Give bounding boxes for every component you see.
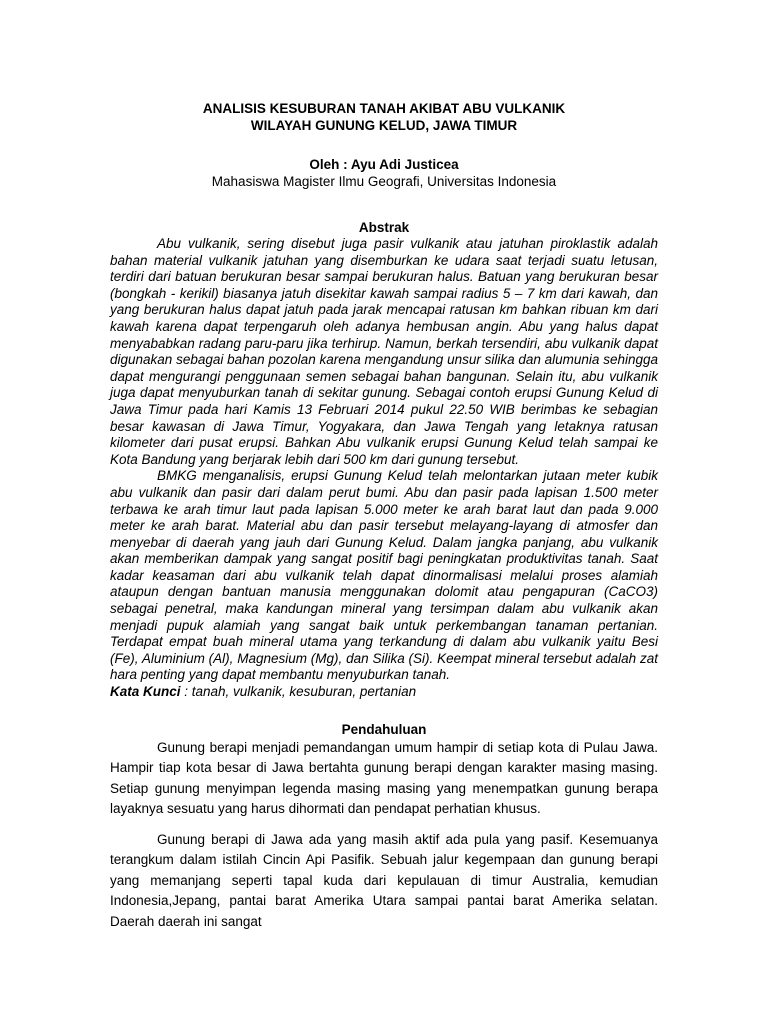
abstract-paragraph-2: BMKG menganalisis, erupsi Gunung Kelud telah melontarkan jutaan meter kubik abu vulkanik dan pasir dari dalam perut bumi. Abu dan pasir pada lapisan 1.500 meter terbawa ke arah timur laut pada lapisan 5.000 meter ke arah barat laut dan pada 9.000 meter ke arah barat. Material abu dan pasir tersebut melayang-layang di atmosfer dan menyebar di daerah yang jauh dari Gunung Kelud. Dalam jangka panjang, abu vulkanik akan memberikan dampak yang sangat positif bagi peningkatan produktivitas tanah. Saat kadar keasaman dari abu vulkanik telah dapat dinormalisasi melalui proses alamiah ataupun dengan bantuan manusia menggunakan dolomit atau pengapuran (CaCO3) sebagai penetral, maka kandungan mineral yang tersimpan dalam abu vulkanik akan menjadi pupuk alamiah yang sangat baik untuk perkembangan tanaman pertanian. Terdapat empat buah mineral utama yang terkandung di dalam abu vulkanik yaitu Besi (Fe), Aluminium (Al), Magnesium (Mg), dan Silika (Si). Keempat mineral tersebut adalah zat hara penting yang dapat membantu menyuburkan tanah. <box>110 468 658 683</box>
introduction-heading: Pendahuluan <box>341 721 427 737</box>
keywords <box>110 684 658 701</box>
author-affiliation: Mahasiswa Magister Ilmu Geografi, Universitas Indonesia <box>211 174 557 189</box>
title-line-2: WILAYAH GUNUNG KELUD, JAWA TIMUR <box>250 118 518 133</box>
paper-title <box>110 100 658 134</box>
introduction-paragraph-2: Gunung berapi di Jawa ada yang masih aktif ada pula yang pasif. Kesemuanya terangkum dalam istilah Cincin Api Pasifik. Sebuah jalur kegempaan dan gunung berapi yang memanjang seperti tapal kuda dari kepulauan di timur Australia, kemudian Indonesia,Jepang, pantai barat Amerika Utara sampai pantai barat Amerika selatan. Daerah daerah ini sangat <box>110 831 658 929</box>
introduction-paragraph-1: Gunung berapi menjadi pemandangan umum hampir di setiap kota di Pulau Jawa. Hampir tiap kota besar di Jawa bertahta gunung berapi dengan karakter masing masing. Setiap gunung menyimpan legenda masing masing yang menempatkan gunung berapa layaknya sesuatu yang harus dihormati dan pendapat perhatian khusus. <box>110 739 658 817</box>
introduction-body <box>110 738 658 933</box>
abstract-paragraph-1: Abu vulkanik, sering disebut juga pasir vulkanik atau jatuhan piroklastik adalah bahan material vulkanik jatuhan yang disemburkan ke udara saat terjadi suatu letusan, terdiri dari batuan berukuran besar sampai berukuran halus. Batuan yang berukuran besar (bongkah - kerikil) biasanya jatuh disekitar kawah sampai radius 5 – 7 km dari kawah, dan yang berukuran halus dapat jatuh pada jarak mencapai ratusan km bahkan ribuan km dari kawah karena dapat terpengaruh oleh adanya hembusan angin. Abu yang halus dapat menyababkan radang paru-paru jika terhirup. Namun, berkah tersendiri, abu vulkanik dapat digunakan sebagai bahan pozolan karena mengandung unsur silika dan alumunia sehingga dapat mengurangi penggunaan semen sebagai bahan bangunan. Selain itu, abu vulkanik juga dapat menyuburkan tanah di sekitar gunung. Sebagai contoh erupsi Gunung Kelud di Jawa Timur pada hari Kamis 13 Februari 2014 pukul 22.50 WIB berimbas ke sebagian besar kawasan di Jawa Timur, Yogyakara, dan Jawa Tengah yang letaknya ratusan kilometer dari pusat erupsi. Bahkan Abu vulkanik erupsi Gunung Kelud telah sampai ke Kota Bandung yang berjarak lebih dari 500 km dari gunung tersebut. <box>110 236 658 467</box>
keywords-label: Kata Kunci <box>110 684 181 700</box>
abstract-heading: Abstrak <box>358 220 410 235</box>
author-name: Oleh : Ayu Adi Justicea <box>309 157 459 172</box>
title-line-1: ANALISIS KESUBURAN TANAH AKIBAT ABU VULKANIK <box>202 101 566 116</box>
abstract-body <box>110 236 658 684</box>
keywords-text: : tanah, vulkanik, kesuburan, pertanian <box>180 684 417 700</box>
